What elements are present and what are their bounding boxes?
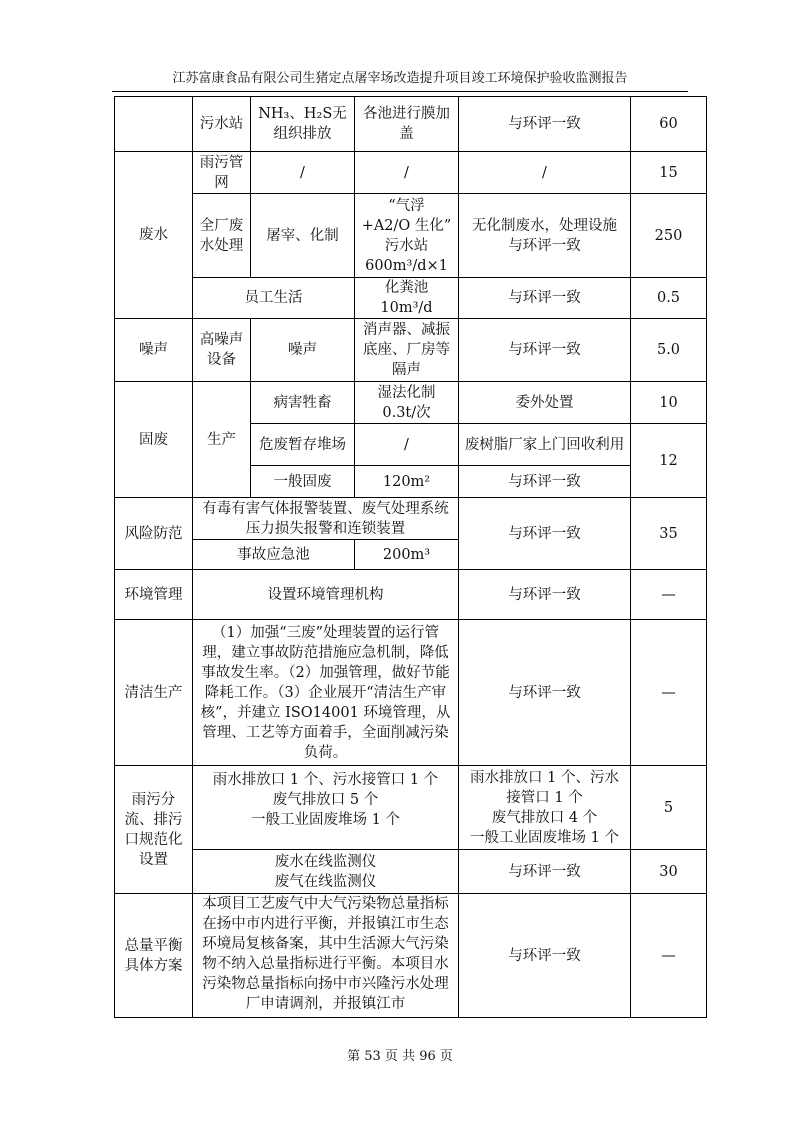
item-cell: 雨污管网 xyxy=(193,152,251,194)
table-row xyxy=(115,620,707,766)
status-cell: / xyxy=(459,152,631,194)
invest-cell: 250 xyxy=(631,194,707,278)
content-line: 一般工业固废堆场 1 个 xyxy=(251,812,400,828)
item-cell: 病害牲畜 xyxy=(251,382,355,424)
status-cell: 废树脂厂家上门回收利用 xyxy=(459,424,631,466)
measure-line: 污水站 xyxy=(384,237,429,254)
status-line: 废气排放口 4 个 xyxy=(491,809,598,826)
invest-cell: 15 xyxy=(631,152,707,194)
measure-line: +A2/O 生化” xyxy=(361,217,452,234)
measure-line: 0.3t/次 xyxy=(382,404,431,421)
item-cell: 危废暂存堆场 xyxy=(251,424,355,466)
status-cell: 委外处置 xyxy=(459,382,631,424)
category-cell xyxy=(115,97,193,152)
category-cell: 噪声 xyxy=(115,319,193,382)
table-row xyxy=(115,278,707,319)
table-row xyxy=(115,97,707,152)
measure-line: 10m³/d xyxy=(380,300,433,316)
content-cell xyxy=(193,850,459,894)
status-cell: 与环评一致 xyxy=(459,278,631,319)
item-cell: 全厂废水处理 xyxy=(193,194,251,278)
content-cell xyxy=(193,766,459,850)
category-cell: 环境管理 xyxy=(115,570,193,620)
status-cell xyxy=(459,766,631,850)
measure-line: 湿法化制 xyxy=(377,384,436,401)
content-line: 废水在线监测仪 xyxy=(274,853,377,870)
measure-line: 消声器、减振 xyxy=(363,322,450,338)
invest-cell: — xyxy=(631,620,707,766)
status-line: 雨水排放口 1 个、污水 xyxy=(470,769,619,786)
status-line: 一般工业固废堆场 1 个 xyxy=(470,829,619,846)
status-cell: 与环评一致 xyxy=(459,498,631,570)
status-cell: 与环评一致 xyxy=(459,850,631,894)
measure-line: 化粪池 xyxy=(384,280,429,296)
measure-line: 600m³/d×1 xyxy=(365,257,448,274)
item-cell: 事故应急池 xyxy=(193,540,355,570)
content-line: 雨水排放口 1 个、污水接管口 1 个 xyxy=(212,772,439,788)
invest-cell: 30 xyxy=(631,850,707,894)
status-line: 接管口 1 个 xyxy=(506,789,583,806)
measure-cell: 200m³ xyxy=(355,540,459,570)
pollutant-cell: / xyxy=(251,152,355,194)
invest-cell: 35 xyxy=(631,498,707,570)
status-cell: 与环评一致 xyxy=(459,319,631,382)
invest-cell: 0.5 xyxy=(631,278,707,319)
table-row xyxy=(115,319,707,382)
item-cell: 一般固废 xyxy=(251,466,355,498)
invest-cell: — xyxy=(631,894,707,1018)
status-cell: 与环评一致 xyxy=(459,894,631,1018)
table-row xyxy=(115,498,707,540)
pollutant-cell: 屠宰、化制 xyxy=(251,194,355,278)
category-cell: 总量平衡具体方案 xyxy=(115,894,193,1018)
content-cell: （1）加强“三废”处理装置的运行管理，建立事故防范措施应急机制，降低事故发生率。（2）加强管理，做好节能降耗工作。（3）企业展开“清洁生产审核”，并建立 ISO14001 环境管理，从管理、工艺等方面着手，全面削减污染负荷。 xyxy=(193,620,459,766)
status-cell: 与环评一致 xyxy=(459,466,631,498)
sub-category-cell: 生产 xyxy=(193,382,251,498)
category-cell: 风险防范 xyxy=(115,498,193,570)
status-cell: 与环评一致 xyxy=(459,620,631,766)
invest-cell: 5 xyxy=(631,766,707,850)
status-cell: 与环评一致 xyxy=(459,97,631,152)
measure-cell xyxy=(355,382,459,424)
content-line: 废气在线监测仪 xyxy=(274,873,377,890)
item-cell: 高噪声设备 xyxy=(193,319,251,382)
measure-cell xyxy=(355,278,459,319)
page-number: 第 53 页 共 96 页 xyxy=(347,1049,453,1064)
table-row xyxy=(115,850,707,894)
invest-cell: 10 xyxy=(631,382,707,424)
item-cell: 污水站 xyxy=(193,97,251,152)
pollutant-cell: 噪声 xyxy=(251,319,355,382)
report-header: 江苏富康食品有限公司生猪定点屠宰场改造提升项目竣工环境保护验收监测报告 xyxy=(172,71,628,86)
table-row xyxy=(115,152,707,194)
invest-cell: 60 xyxy=(631,97,707,152)
measure-line: 底座、厂房等 xyxy=(363,342,450,358)
measure-cell xyxy=(355,194,459,278)
invest-cell: 5.0 xyxy=(631,319,707,382)
pollutant-cell: NH₃、H₂S无组织排放 xyxy=(251,97,355,152)
table-row xyxy=(115,382,707,424)
content-cell: 本项目工艺废气中大气污染物总量指标在扬中市内进行平衡，并报镇江市生态环境局复核备案，其中生活源大气污染物不纳入总量指标进行平衡。本项目水污染物总量指标向扬中市兴隆污水处理厂申请调剂，并报镇江市 xyxy=(193,894,459,1018)
invest-cell: 12 xyxy=(631,424,707,498)
status-cell xyxy=(459,194,631,278)
measure-cell: 各池进行膜加盖 xyxy=(355,97,459,152)
measure-cell: / xyxy=(355,424,459,466)
environmental-measures-table-body xyxy=(114,96,707,1018)
status-cell: 与环评一致 xyxy=(459,570,631,620)
item-cell: 员工生活 xyxy=(193,278,355,319)
content-cell: 设置环境管理机构 xyxy=(193,570,459,620)
category-cell: 雨污分流、排污口规范化设置 xyxy=(115,766,193,894)
header-rule xyxy=(112,91,688,92)
measure-line: 隔声 xyxy=(392,362,421,378)
table-row xyxy=(115,894,707,1018)
measure-cell: 120m² xyxy=(355,466,459,498)
category-cell: 固废 xyxy=(115,382,193,498)
category-cell: 废水 xyxy=(115,152,193,319)
table-row xyxy=(115,570,707,620)
status-line: 无化制废水，处理设施 xyxy=(472,217,617,234)
category-cell: 清洁生产 xyxy=(115,620,193,766)
content-line: 废气排放口 5 个 xyxy=(272,792,379,808)
table-row xyxy=(115,766,707,850)
status-line: 与环评一致 xyxy=(508,237,581,254)
measure-line: “气浮 xyxy=(388,197,425,214)
content-cell: 有毒有害气体报警装置、废气处理系统压力损失报警和连锁装置 xyxy=(193,498,459,540)
invest-cell: — xyxy=(631,570,707,620)
measure-cell xyxy=(355,319,459,382)
measure-cell: / xyxy=(355,152,459,194)
table-row xyxy=(115,194,707,278)
